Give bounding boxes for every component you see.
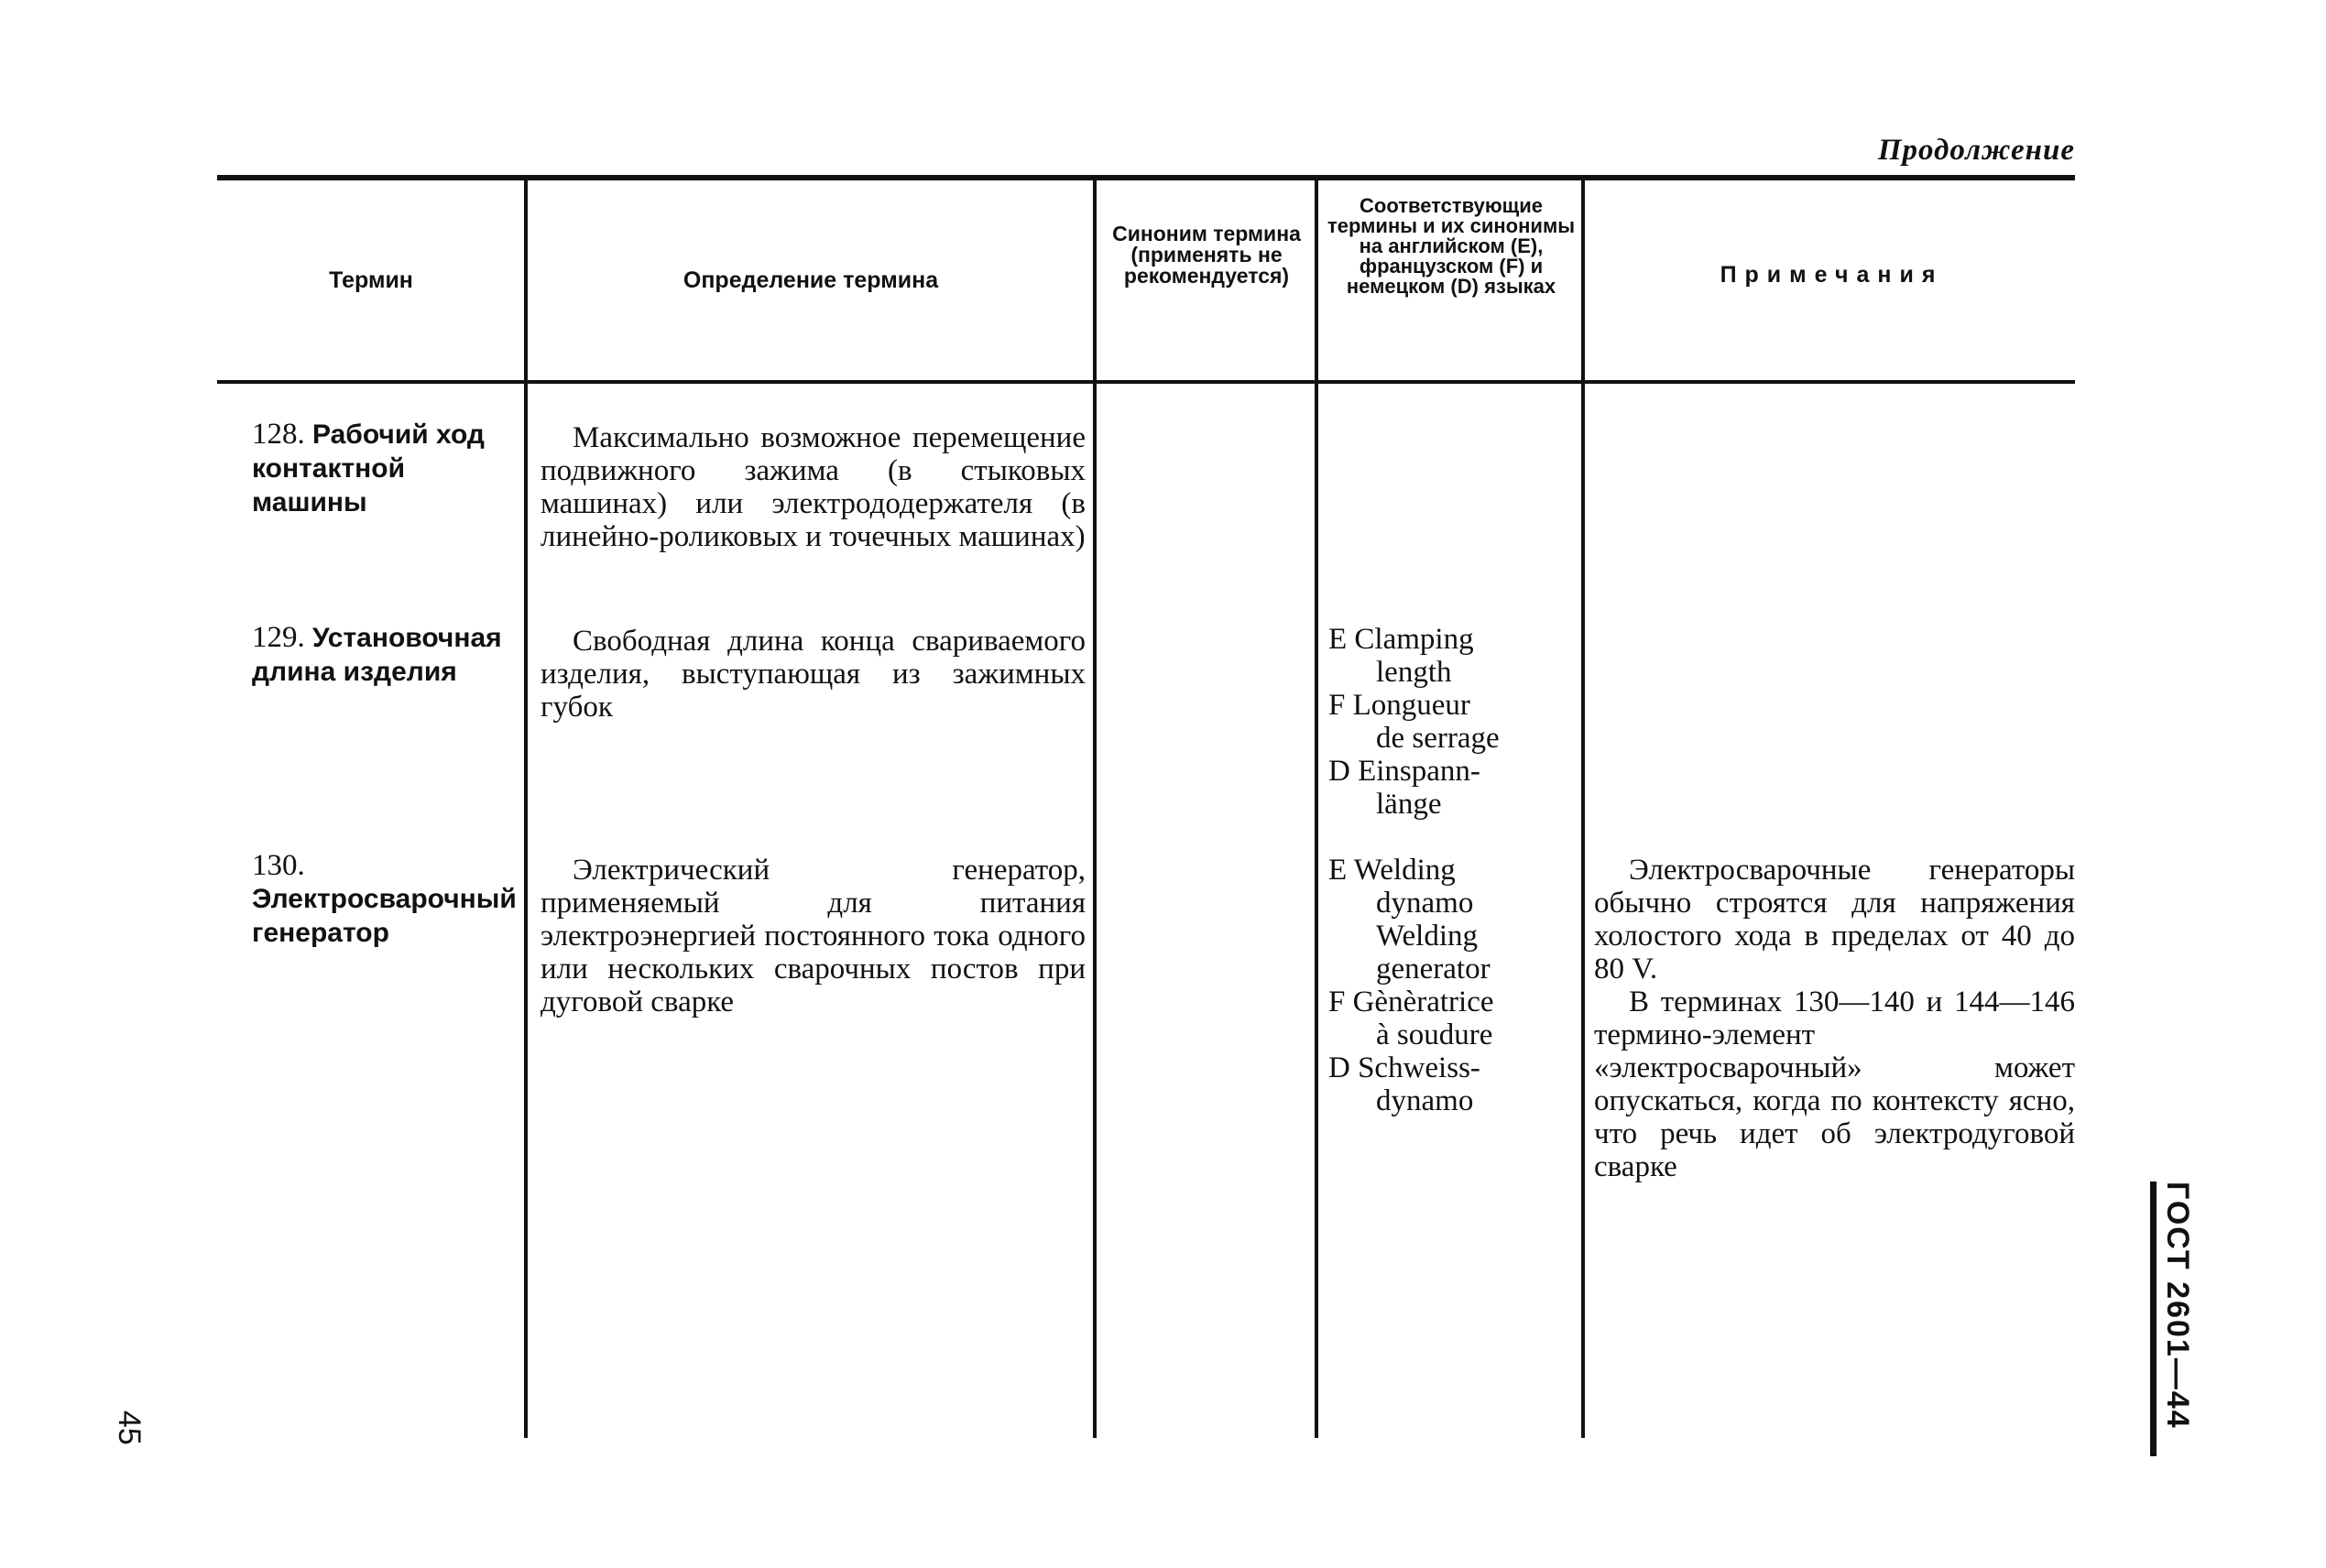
- foreign-line: D Schweiss-: [1328, 1051, 1480, 1084]
- term-text: Рабочий ход контактной машины: [252, 419, 485, 517]
- foreign-line: E Welding: [1328, 854, 1456, 887]
- foreign-line: dynamo: [1376, 887, 1474, 920]
- note-paragraph: Электросварочные генераторы обычно строятся для напряжения холостого хода в пределах от 40 до 80 V.: [1594, 854, 2075, 985]
- column-divider-2: [1093, 180, 1097, 1438]
- table-row-128-term: [217, 418, 515, 519]
- header-bottom-rule: [217, 380, 2075, 384]
- term-number: 130.: [252, 849, 305, 882]
- foreign-line: F Longueur: [1328, 689, 1470, 722]
- note-paragraph: В терминах 130—140 и 144—146 термино-элемент «электросварочный» может опускаться, когда по контексту ясно, что речь идет об электродуговой сварке: [1594, 985, 2075, 1183]
- standard-margin-rule: [2150, 1181, 2157, 1456]
- header-definition: Определение термина: [683, 267, 939, 293]
- header-notes: Примечания: [1720, 262, 1944, 288]
- definition-text: Максимально возможное перемещение подвижного зажима (в стыковых машинах) или электрододержателя (в линейно-роликовых и точечных машинах): [541, 421, 1086, 553]
- table-row-128-definition: [541, 421, 1086, 553]
- foreign-line: generator: [1376, 953, 1491, 985]
- definition-text: Свободная длина конца свариваемого изделия, выступающая из зажимных губок: [541, 625, 1086, 724]
- term-number: 129.: [252, 621, 305, 654]
- foreign-line: de serrage: [1376, 722, 1500, 755]
- standard-designation: ГОСТ 2601—44: [2160, 1181, 2195, 1430]
- table-row-129-definition: [541, 625, 1086, 724]
- table-row-129-foreign-terms: [1328, 623, 1576, 821]
- page-number: 45: [112, 1410, 147, 1445]
- table-row-130-notes: [1594, 854, 2075, 1183]
- table-row-130-definition: [541, 854, 1086, 1018]
- table-row-130-term: [217, 849, 515, 950]
- continuation-label: Продолжение: [1877, 134, 2075, 167]
- foreign-line: length: [1376, 656, 1452, 689]
- definition-text: Электрический генератор, применяемый для питания электроэнергией постоянного тока одного или нескольких сварочных постов при дуговой сварке: [541, 854, 1086, 1018]
- table-row-130-foreign-terms: [1328, 854, 1576, 1117]
- foreign-line: dynamo: [1376, 1084, 1474, 1117]
- column-divider-4: [1581, 180, 1585, 1438]
- term-text: Установочная длина изделия: [252, 623, 502, 687]
- column-divider-1: [524, 180, 528, 1438]
- header-foreign-terms: Соответствующие термины и их синонимы на английском (Е), французском (F) и немецком (D) языках: [1327, 194, 1575, 298]
- table-top-rule: [217, 175, 2075, 180]
- foreign-line: D Einspann-: [1328, 755, 1480, 788]
- header-synonym: Синоним термина (применять не рекомендуется): [1112, 222, 1301, 288]
- column-divider-3: [1315, 180, 1318, 1438]
- foreign-line: F Gènèratrice: [1328, 985, 1494, 1018]
- term-text: Электросварочный генератор: [252, 884, 517, 948]
- term-number: 128.: [252, 418, 305, 451]
- header-term: Термин: [329, 267, 413, 293]
- table-row-129-term: [217, 621, 515, 689]
- foreign-line: à soudure: [1376, 1018, 1493, 1051]
- foreign-line: Welding: [1376, 920, 1478, 953]
- foreign-line: länge: [1376, 788, 1442, 821]
- foreign-line: E Clamping: [1328, 623, 1474, 656]
